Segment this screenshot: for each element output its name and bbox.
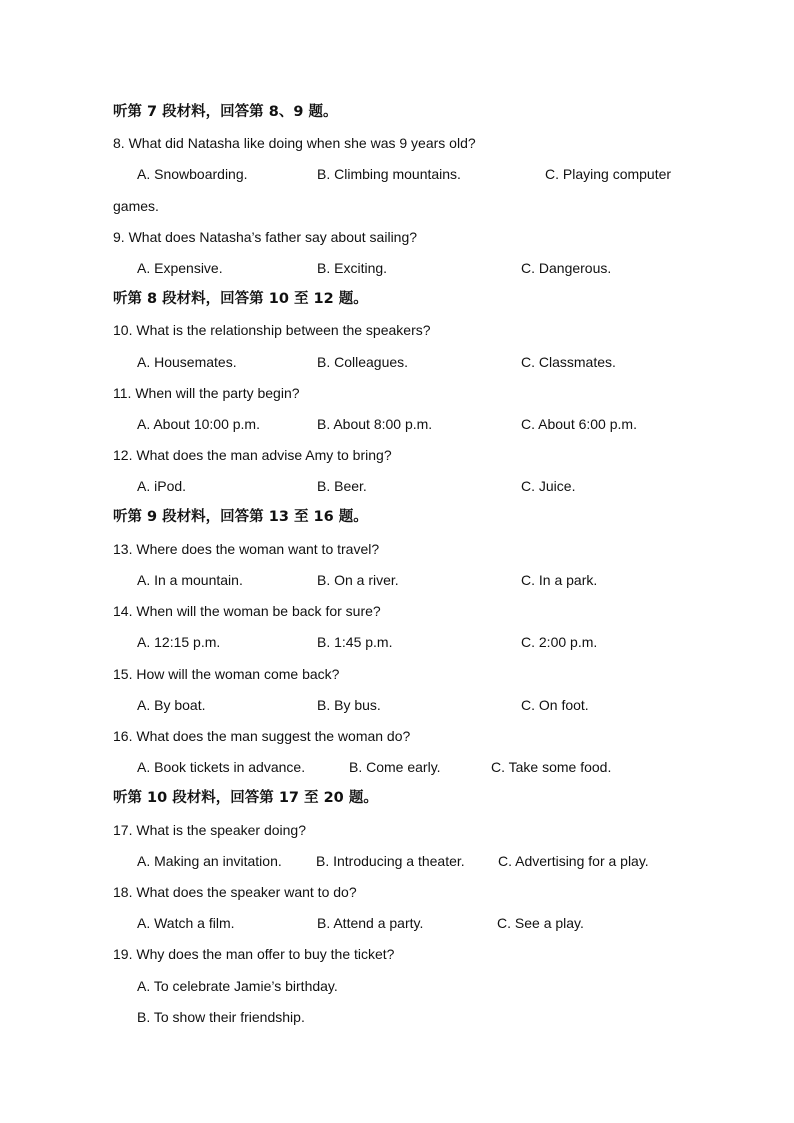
question-text: 9. What does Natasha’s father say about sailing? (113, 229, 418, 245)
option-c: C. Juice. (521, 478, 576, 494)
option-c: C. Classmates. (521, 354, 616, 370)
option-a: A. About 10:00 p.m. (137, 416, 260, 432)
question-text: 11. When will the party begin? (113, 385, 300, 401)
option-continuation: games. (113, 198, 159, 214)
option-c: C. About 6:00 p.m. (521, 416, 637, 432)
section-heading: 听第 9 段材料，回答第 13 至 16 题。 (113, 509, 368, 525)
option-a: A. iPod. (137, 478, 187, 494)
option-a: A. To celebrate Jamie’s birthday. (137, 978, 338, 994)
question-text: 16. What does the man suggest the woman do? (113, 728, 411, 744)
option-c: C. Advertising for a play. (498, 853, 649, 869)
option-c: C. 2:00 p.m. (521, 634, 598, 650)
option-c: C. Dangerous. (521, 260, 612, 276)
option-b: B. Colleagues. (317, 354, 409, 370)
option-a: A. Housemates. (137, 354, 237, 370)
option-b: B. Beer. (317, 478, 367, 494)
option-c: C. Playing computer (545, 166, 672, 182)
question-text: 15. How will the woman come back? (113, 666, 340, 682)
option-a: A. In a mountain. (137, 572, 243, 588)
option-b: B. By bus. (317, 697, 381, 713)
section-heading: 听第 8 段材料，回答第 10 至 12 题。 (113, 291, 368, 307)
option-b: B. Exciting. (317, 260, 388, 276)
option-b: B. 1:45 p.m. (317, 634, 393, 650)
option-b: B. On a river. (317, 572, 399, 588)
option-a: A. Book tickets in advance. (137, 759, 306, 775)
option-b: B. Introducing a theater. (316, 853, 465, 869)
question-text: 18. What does the speaker want to do? (113, 884, 357, 900)
option-c: C. In a park. (521, 572, 598, 588)
option-a: A. Expensive. (137, 260, 223, 276)
question-text: 17. What is the speaker doing? (113, 822, 307, 838)
option-a: A. Making an invitation. (137, 853, 282, 869)
option-b: B. To show their friendship. (137, 1009, 305, 1025)
option-c: C. On foot. (521, 697, 589, 713)
question-text: 12. What does the man advise Amy to bring? (113, 447, 392, 463)
section-heading: 听第 10 段材料，回答第 17 至 20 题。 (113, 790, 378, 806)
option-c: C. See a play. (497, 915, 584, 931)
option-b: B. About 8:00 p.m. (317, 416, 433, 432)
option-a: A. 12:15 p.m. (137, 634, 221, 650)
section-heading: 听第 7 段材料，回答第 8、9 题。 (113, 104, 338, 120)
question-text: 13. Where does the woman want to travel? (113, 541, 380, 557)
option-a: A. By boat. (137, 697, 206, 713)
option-b: B. Climbing mountains. (317, 166, 461, 182)
question-text: 19. Why does the man offer to buy the ticket? (113, 946, 395, 962)
option-a: A. Watch a film. (137, 915, 235, 931)
option-a: A. Snowboarding. (137, 166, 248, 182)
question-text: 8. What did Natasha like doing when she was 9 years old? (113, 135, 476, 151)
question-text: 14. When will the woman be back for sure? (113, 603, 381, 619)
question-text: 10. What is the relationship between the speakers? (113, 322, 431, 338)
option-c: C. Take some food. (491, 759, 612, 775)
option-b: B. Attend a party. (317, 915, 424, 931)
option-b: B. Come early. (349, 759, 441, 775)
